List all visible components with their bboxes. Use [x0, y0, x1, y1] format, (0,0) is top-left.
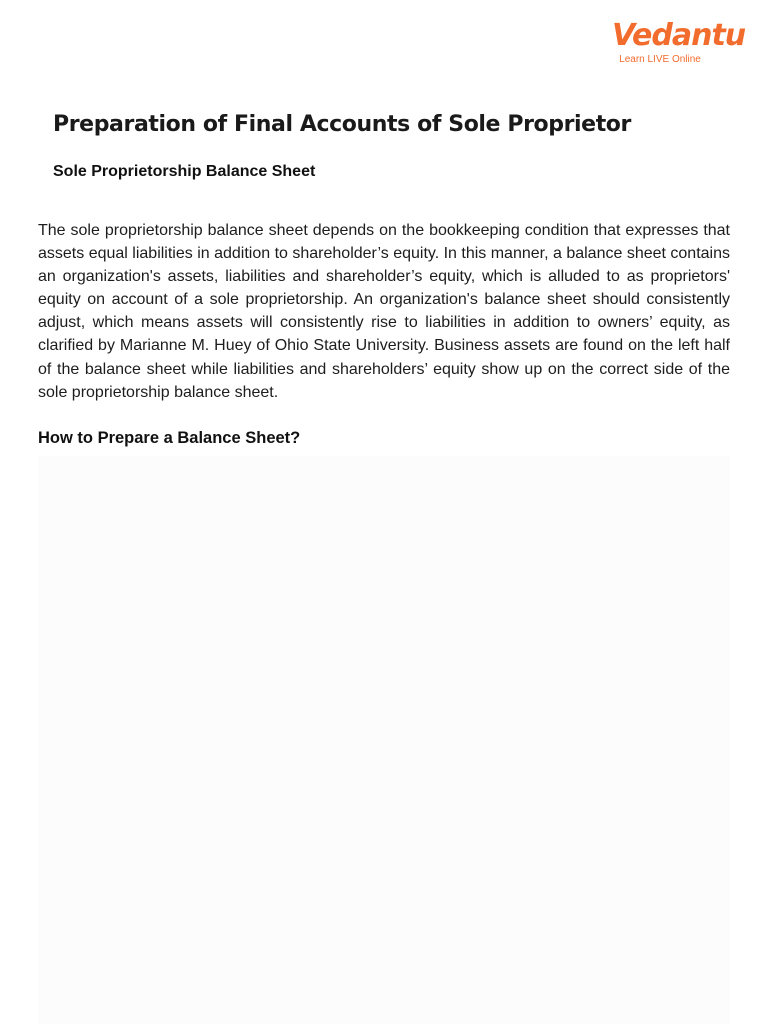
logo-wordmark: Vedantu	[612, 18, 746, 53]
section-heading: How to Prepare a Balance Sheet?	[38, 429, 301, 447]
section-subtitle: Sole Proprietorship Balance Sheet	[53, 163, 316, 180]
body-paragraph: The sole proprietorship balance sheet depends on the bookkeeping condition that expresses that assets equal liabilities in addition to shareholder’s equity. In this manner, a balance sheet contains an organization's assets, liabilities and shareholder’s equity, which is alluded to as proprietors' equity on account of a sole proprietorship. An organization's balance sheet should consistently adjust, which means assets will consistently rise to liabilities in addition to owners’ equity, as clarified by Marianne M. Huey of Ohio State University. Business assets are found on the left half of the balance sheet while liabilities and shareholders’ equity show up on the correct side of the sole proprietorship balance sheet.	[38, 222, 730, 401]
balance-sheet-image-placeholder	[38, 456, 730, 1024]
vedantu-logo	[612, 18, 746, 66]
logo-tagline: Learn LIVE Online	[619, 54, 701, 65]
page-title: Preparation of Final Accounts of Sole Proprietor	[53, 112, 631, 137]
